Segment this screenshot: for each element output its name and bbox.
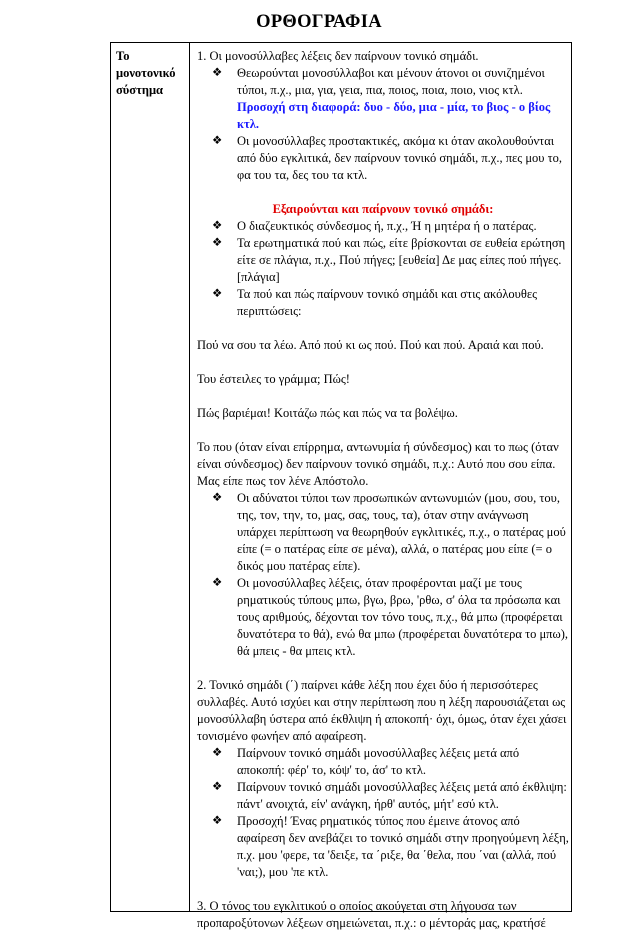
diamond-bullet-icon: ❖ bbox=[212, 492, 223, 504]
rule-1-heading: 1. Οι μονοσύλλαβες λέξεις δεν παίρνουν τονικό σημάδι. bbox=[197, 49, 479, 63]
list-item-text: Παίρνουν τονικό σημάδι μονοσύλλαβες λέξεις μετά από έκθλιψη: πάντ' ανοιχτά, είν' ανάγκη, ήρθ' αυτός, μήτ' εσύ κτλ. bbox=[237, 780, 567, 811]
example-paragraph: Το που (όταν είναι επίρρημα, αντωνυμία ή σύνδεσμος) και το πως (όταν είναι σύνδεσμος) δεν παίρνουν τονικό σημάδι, π.χ.: Αυτό που σου είπα. Μας είπε πως τον λένε Απόστολο. bbox=[197, 440, 559, 488]
diamond-bullet-icon: ❖ bbox=[212, 135, 223, 147]
diamond-bullet-icon: ❖ bbox=[212, 577, 223, 589]
list-item bbox=[212, 133, 569, 184]
list-item bbox=[212, 813, 569, 881]
list-item bbox=[212, 286, 569, 320]
list-item bbox=[212, 218, 569, 235]
list-item-text: Παίρνουν τονικό σημάδι μονοσύλλαβες λέξεις μετά από αποκοπή: φέρ' το, κόψ' το, άσ' το κτλ. bbox=[237, 746, 520, 777]
list-item-text: Προσοχή! Ένας ρηματικός τύπος που έμεινε άτονος από αφαίρεση δεν ανεβάζει το τονικό σημάδι στην προηγούμενη λέξη, π.χ. μου 'φερε, τα 'δειξε, τα ΄ριξε, θα ΄θελα, που ΄ναι (αλλά, πού 'ναι;), μου 'πε κτλ. bbox=[237, 814, 569, 879]
list-item-text: Τα πού και πώς παίρνουν τονικό σημάδι και στις ακόλουθες περιπτώσεις: bbox=[237, 287, 538, 318]
list-item bbox=[212, 745, 569, 779]
topic-line: μονοτονικό bbox=[116, 66, 176, 80]
exceptions-list bbox=[197, 218, 569, 320]
topic-line: σύστημα bbox=[116, 83, 164, 97]
diamond-bullet-icon: ❖ bbox=[212, 67, 223, 79]
example-paragraph: Πού να σου τα λέω. Από πού κι ως πού. Πού και πού. Αραιά και πού. bbox=[197, 338, 544, 352]
list-item-text: Οι μονοσύλλαβες λέξεις, όταν προφέρονται μαζί με τους ρηματικούς τύπους μπω, βγω, βρω, 'ρθω, σ' όλα τα πρόσωπα και τους αριθμούς, δέχονται τον τόνο τους, π.χ., θά μπω (προφέρεται δυνατότερα το θά), ενώ θα μπω (προφέρεται δυνατότερα το μπω), θά μπεις - θα μπεις κτλ. bbox=[237, 576, 568, 658]
list-item-text: Τα ερωτηματικά πού και πώς, είτε βρίσκονται σε ευθεία ερώτηση είτε σε πλάγια, π.χ., Πού πήγες; [ευθεία] Δε μας είπες πού πήγες. [πλάγια] bbox=[237, 236, 566, 284]
list-item-text: Οι μονοσύλλαβες προστακτικές, ακόμα κι όταν ακολουθούνται από δύο εγκλιτικά, δεν παίρνουν τονικό σημάδι, π.χ., πες μου το, φα του τα, δες του τα κτλ. bbox=[237, 134, 563, 182]
enclitic-list bbox=[197, 490, 569, 660]
diamond-bullet-icon: ❖ bbox=[212, 220, 223, 232]
rule-1-list bbox=[197, 65, 569, 184]
topic-line: Το bbox=[116, 49, 130, 63]
example-paragraph: Του έστειλες το γράμμα; Πώς! bbox=[197, 372, 350, 386]
topic-cell bbox=[116, 48, 186, 99]
column-divider bbox=[189, 43, 190, 911]
rule-2-list bbox=[197, 745, 569, 881]
rule-2-paragraph: 2. Τονικό σημάδι (΄) παίρνει κάθε λέξη που έχει δύο ή περισσότερες συλλαβές. Αυτό ισχύει και στην περίπτωση που η λέξη παρουσιάζεται ως μονοσύλλαβη ύστερα από έκθλιψη ή αποκοπή· όχι, όμως, όταν έχει χάσει τονισμένο φωνήεν από αφαίρεση. bbox=[197, 678, 567, 743]
list-item-text: Οι αδύνατοι τύποι των προσωπικών αντωνυμιών (μου, σου, του, της, τον, την, το, μας, σας, τους, τα), όταν στην ανάγνωση υπάρχει περίπτωση να θεωρηθούν εγκλιτικές, π.χ., ο πατέρας μού είπε (= ο πατέρας είπε σε μένα), αλλά, ο πατέρας μου είπε (= ο δικός μου πατέρας είπε). bbox=[237, 491, 566, 573]
diamond-bullet-icon: ❖ bbox=[212, 781, 223, 793]
diamond-bullet-icon: ❖ bbox=[212, 288, 223, 300]
diamond-bullet-icon: ❖ bbox=[212, 815, 223, 827]
rules-cell bbox=[197, 48, 569, 932]
attention-note: Προσοχή στη διαφορά: δυο - δύο, μια - μία, το βιος - ο βίος κτλ. bbox=[237, 100, 551, 131]
list-item bbox=[212, 575, 569, 660]
rule-3-paragraph: 3. Ο τόνος του εγκλιτικού ο οποίος ακούγεται στη λήγουσα των προπαροξύτονων λέξεων σημειώνεται, π.χ.: ο μέντοράς μας, κρατήσέ bbox=[197, 899, 546, 930]
diamond-bullet-icon: ❖ bbox=[212, 237, 223, 249]
list-item bbox=[212, 779, 569, 813]
list-item bbox=[212, 65, 569, 133]
exceptions-heading: Εξαιρούνται και παίρνουν τονικό σημάδι: bbox=[272, 202, 494, 216]
diamond-bullet-icon: ❖ bbox=[212, 747, 223, 759]
content-table bbox=[110, 42, 572, 930]
list-item-text: Θεωρούνται μονοσύλλαβοι και μένουν άτονοι οι συνιζημένοι τύποι, π.χ., μια, για, γεια, πια, ποιος, ποια, ποιο, νιος κτλ. bbox=[237, 66, 545, 97]
list-item bbox=[212, 235, 569, 286]
page-title: ΟΡΘΟΓΡΑΦΙΑ bbox=[256, 12, 382, 32]
list-item bbox=[212, 490, 569, 575]
example-paragraph: Πώς βαριέμαι! Κοιτάζω πώς και πώς να τα βολέψω. bbox=[197, 406, 458, 420]
list-item-text: Ο διαζευκτικός σύνδεσμος ή, π.χ., Ή η μητέρα ή ο πατέρας. bbox=[237, 219, 537, 233]
